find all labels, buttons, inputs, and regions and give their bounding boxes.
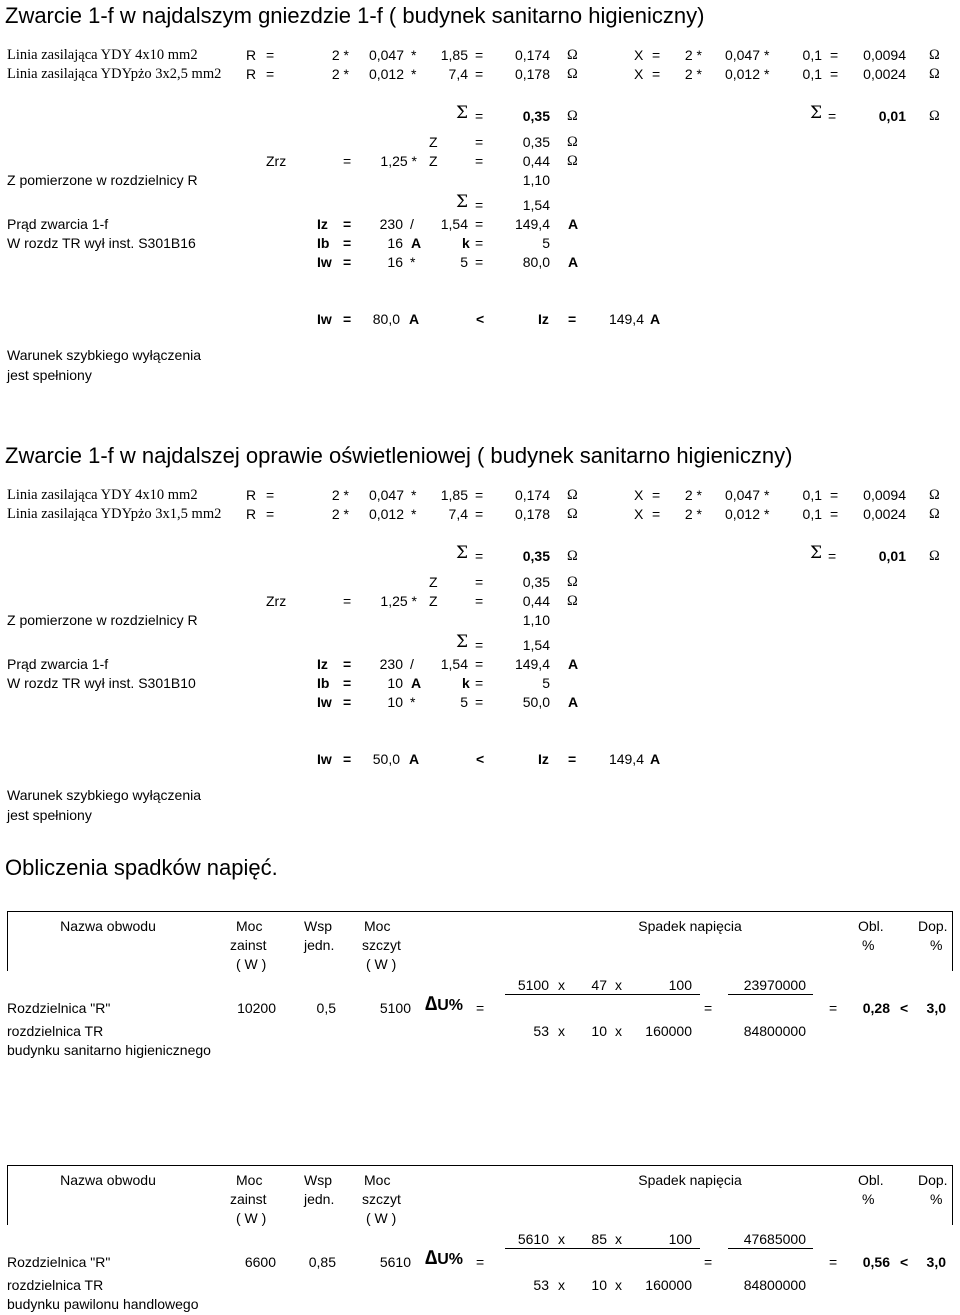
denominator-value: 53 (533, 1277, 549, 1293)
iw-symbol: Iw (317, 254, 332, 270)
operator: x (615, 1277, 622, 1293)
iz-symbol: Iz (317, 656, 328, 672)
delta-u-symbol (425, 1247, 464, 1269)
resistance-value: 0,012 (368, 506, 404, 522)
equals-sign: = (475, 574, 484, 590)
r-result: 0,174 (514, 487, 550, 503)
operator: * (410, 694, 416, 710)
denominator-result: 84800000 (743, 1277, 806, 1293)
operator: x (558, 1277, 565, 1293)
ohm-unit: Ω (567, 487, 578, 503)
equals-sign: = (475, 134, 484, 150)
equals-sign: = (343, 656, 352, 672)
equals-sign: = (266, 66, 275, 82)
numerator-value: 100 (668, 1231, 692, 1247)
operator: / (410, 656, 414, 672)
col-header-peak: Moc (364, 918, 391, 934)
calculated-drop: 0,28 (862, 1000, 890, 1016)
sum-x-value: 0,01 (878, 548, 906, 564)
r-result: 0,178 (514, 506, 550, 522)
equals-sign: = (475, 254, 484, 270)
less-than-sign: < (900, 1000, 909, 1016)
equals-sign: = (475, 593, 484, 609)
multiplier: 2 * (684, 506, 702, 522)
demand-factor: 0,85 (308, 1254, 336, 1270)
amp-unit: A (411, 235, 422, 251)
reactance-value: 0,047 (724, 47, 760, 63)
equals-sign: = (475, 66, 484, 82)
ohm-unit: Ω (567, 153, 578, 169)
ohm-unit: Ω (567, 47, 578, 63)
zrz-factor: 1,25 * (380, 153, 417, 169)
x-symbol: X (634, 487, 644, 503)
numerator-result: 47685000 (743, 1231, 806, 1247)
ohm-unit: Ω (929, 47, 940, 63)
equals-sign: = (343, 675, 352, 691)
z-value: 0,35 (522, 134, 550, 150)
equals-sign: = (266, 47, 275, 63)
operator: x (615, 977, 622, 993)
line-label: Linia zasilająca YDY 4x10 mm2 (7, 47, 198, 63)
equals-sign: = (475, 548, 484, 564)
circuit-subtitle: budynku sanitarno higienicznego (7, 1042, 211, 1058)
col-header-peak: szczyt (362, 937, 401, 953)
col-header-calc: % (862, 937, 875, 953)
k-value: 5 (460, 254, 468, 270)
equals-sign: = (475, 47, 484, 63)
length-value: 0,1 (802, 66, 822, 82)
sum-x-value: 0,01 (878, 108, 906, 124)
amp-unit: A (568, 656, 579, 672)
equals-sign: = (475, 637, 484, 653)
multiplier: 2 * (684, 66, 702, 82)
operator: * (411, 487, 417, 503)
z-symbol: Z (429, 134, 438, 150)
voltage-value: 230 (379, 216, 403, 232)
k-symbol: k (462, 675, 470, 691)
sigma-icon: Σ (810, 543, 823, 563)
denominator-value: 53 (533, 1023, 549, 1039)
less-than-sign: < (900, 1254, 909, 1270)
ohm-unit: Ω (567, 134, 578, 150)
amp-unit: A (409, 311, 420, 327)
line-label: Linia zasilająca YDY 4x10 mm2 (7, 487, 198, 503)
equals-sign: = (568, 311, 577, 327)
equals-sign: = (652, 506, 661, 522)
zrz-label: Zrz (266, 593, 287, 609)
iw-base: 16 (387, 254, 403, 270)
x-symbol: X (634, 47, 644, 63)
equals-sign: = (475, 506, 484, 522)
equals-sign: = (704, 1254, 713, 1270)
condition-result: Warunek szybkiego wyłączenia (7, 347, 202, 363)
zrz-value: 0,44 (522, 153, 550, 169)
iz-symbol: Iz (538, 751, 549, 767)
iz-symbol: Iz (317, 216, 328, 232)
r-symbol: R (246, 506, 257, 522)
equals-sign: = (830, 47, 839, 63)
ohm-unit: Ω (929, 548, 940, 564)
x-symbol: X (634, 66, 644, 82)
z-symbol: Z (429, 153, 438, 169)
demand-factor: 0,5 (316, 1000, 336, 1016)
length-value: 7,4 (448, 66, 468, 82)
col-header-factor: jedn. (304, 1191, 335, 1207)
breaker-label: W rozdz TR wył inst. S301B10 (7, 675, 196, 691)
iw-value: 80,0 (522, 254, 550, 270)
reactance-value: 0,047 (724, 487, 760, 503)
col-header-calc: Obl. (858, 1172, 884, 1188)
less-than-sign: < (476, 311, 485, 327)
operator: * (764, 506, 770, 522)
operator: / (410, 216, 414, 232)
col-header-allowed: % (930, 1191, 943, 1207)
ohm-unit: Ω (929, 487, 940, 503)
equals-sign: = (829, 1254, 838, 1270)
length-value: 1,85 (440, 47, 468, 63)
equals-sign: = (343, 751, 352, 767)
k-value: 5 (460, 694, 468, 710)
reactance-value: 0,012 (724, 506, 760, 522)
breaker-label: W rozdz TR wył inst. S301B16 (7, 235, 196, 251)
allowed-drop: 3,0 (926, 1000, 946, 1016)
equals-sign: = (475, 216, 484, 232)
circuit-subtitle: rozdzielnica TR (7, 1277, 104, 1293)
iw-symbol: Iw (317, 694, 332, 710)
multiplier: 2 * (684, 47, 702, 63)
x-result: 0,0024 (863, 66, 906, 82)
length-value: 0,1 (802, 506, 822, 522)
col-header-peak: szczyt (362, 1191, 401, 1207)
delta-u-symbol (425, 993, 464, 1015)
col-header-power: ( W ) (236, 1210, 267, 1226)
operator: x (615, 1231, 622, 1247)
k-value: 5 (542, 675, 550, 691)
zrz-factor: 1,25 * (380, 593, 417, 609)
ohm-unit: Ω (567, 548, 578, 564)
equals-sign: = (475, 675, 484, 691)
operator: x (615, 1023, 622, 1039)
col-header-power: Moc (236, 918, 263, 934)
less-than-sign: < (476, 751, 485, 767)
fraction-bar (505, 1248, 700, 1249)
iw-symbol: Iw (317, 311, 332, 327)
col-header-factor: Wsp (304, 1172, 332, 1188)
iz-value: 149,4 (608, 751, 644, 767)
multiplier: 2 * (331, 66, 349, 82)
reactance-value: 0,012 (724, 66, 760, 82)
multiplier: 2 * (331, 506, 349, 522)
numerator-value: 85 (591, 1231, 607, 1247)
length-value: 7,4 (448, 506, 468, 522)
resistance-value: 0,047 (368, 487, 404, 503)
sigma-icon: Σ (456, 632, 469, 652)
impedance-value: 1,54 (440, 656, 468, 672)
equals-sign: = (475, 108, 484, 124)
iz-value: 149,4 (514, 656, 550, 672)
numerator-value: 100 (668, 977, 692, 993)
iw-value: 50,0 (372, 751, 400, 767)
fault-current-label: Prąd zwarcia 1-f (7, 216, 109, 232)
col-header-power: zainst (230, 1191, 267, 1207)
ohm-unit: Ω (567, 506, 578, 522)
operator: x (558, 1023, 565, 1039)
length-value: 1,85 (440, 487, 468, 503)
equals-sign: = (828, 548, 837, 564)
numerator-result: 23970000 (743, 977, 806, 993)
section-title: Zwarcie 1-f w najdalszej oprawie oświetleniowej ( budynek sanitarno higieniczny) (5, 443, 793, 468)
ib-value: 10 (387, 675, 403, 691)
numerator-value: 5100 (517, 977, 549, 993)
sum-r-value: 0,35 (522, 548, 550, 564)
r-result: 0,178 (514, 66, 550, 82)
operator: x (558, 1231, 565, 1247)
col-header-name: Nazwa obwodu (60, 1172, 156, 1188)
equals-sign: = (476, 1000, 485, 1016)
length-value: 0,1 (802, 487, 822, 503)
equals-sign: = (652, 487, 661, 503)
fault-current-label: Prąd zwarcia 1-f (7, 656, 109, 672)
impedance-value: 1,54 (440, 216, 468, 232)
equals-sign: = (476, 1254, 485, 1270)
equals-sign: = (343, 311, 352, 327)
fraction-bar (728, 1248, 813, 1249)
sum-z-value: 1,54 (522, 197, 550, 213)
voltage-section-title: Obliczenia spadków napięć. (5, 855, 278, 880)
equals-sign: = (343, 153, 352, 169)
equals-sign: = (704, 1000, 713, 1016)
zrz-value: 0,44 (522, 593, 550, 609)
iz-symbol: Iz (538, 311, 549, 327)
ib-value: 16 (387, 235, 403, 251)
equals-sign: = (652, 66, 661, 82)
allowed-drop: 3,0 (926, 1254, 946, 1270)
amp-unit: A (568, 254, 579, 270)
iw-base: 10 (387, 694, 403, 710)
denominator-value: 160000 (645, 1023, 692, 1039)
r-symbol: R (246, 487, 257, 503)
multiplier: 2 * (331, 487, 349, 503)
operator: * (411, 506, 417, 522)
col-header-power: Moc (236, 1172, 263, 1188)
col-header-peak: ( W ) (366, 956, 397, 972)
equals-sign: = (830, 506, 839, 522)
measured-z-value: 1,10 (522, 612, 550, 628)
numerator-value: 47 (591, 977, 607, 993)
measured-z-label: Z pomierzone w rozdzielnicy R (7, 612, 198, 628)
resistance-value: 0,047 (368, 47, 404, 63)
equals-sign: = (475, 153, 484, 169)
equals-sign: = (568, 751, 577, 767)
ohm-unit: Ω (929, 66, 940, 82)
equals-sign: = (475, 487, 484, 503)
sigma-icon: Σ (456, 192, 469, 212)
amp-unit: A (650, 751, 661, 767)
peak-power: 5100 (379, 1000, 411, 1016)
operator: * (764, 487, 770, 503)
condition-result: jest spełniony (7, 367, 92, 383)
k-value: 5 (542, 235, 550, 251)
condition-result: jest spełniony (7, 807, 92, 823)
numerator-value: 5610 (517, 1231, 549, 1247)
equals-sign: = (475, 235, 484, 251)
ohm-unit: Ω (567, 593, 578, 609)
circuit-subtitle: budynku pawilonu handlowego (7, 1296, 199, 1312)
installed-power: 6600 (244, 1254, 276, 1270)
col-header-factor: Wsp (304, 918, 332, 934)
x-result: 0,0094 (863, 487, 906, 503)
iz-value: 149,4 (514, 216, 550, 232)
measured-z-value: 1,10 (522, 172, 550, 188)
delta-icon: ∆ (425, 993, 438, 1015)
col-header-peak: Moc (364, 1172, 391, 1188)
amp-unit: A (650, 311, 661, 327)
multiplier: 2 * (684, 487, 702, 503)
equals-sign: = (343, 694, 352, 710)
x-result: 0,0024 (863, 506, 906, 522)
length-value: 0,1 (802, 47, 822, 63)
sigma-icon: Σ (810, 103, 823, 123)
col-header-power: zainst (230, 937, 267, 953)
voltage-value: 230 (379, 656, 403, 672)
amp-unit: A (409, 751, 420, 767)
denominator-value: 10 (591, 1277, 607, 1293)
col-header-drop: Spadek napięcia (638, 1172, 742, 1188)
delta-u-label: U% (437, 1251, 464, 1268)
ohm-unit: Ω (567, 66, 578, 82)
equals-sign: = (652, 47, 661, 63)
r-result: 0,174 (514, 47, 550, 63)
col-header-factor: jedn. (304, 937, 335, 953)
sum-z-value: 1,54 (522, 637, 550, 653)
section-title: Zwarcie 1-f w najdalszym gniezdzie 1-f ( budynek sanitarno higieniczny) (5, 3, 705, 28)
col-header-calc: Obl. (858, 918, 884, 934)
operator: * (764, 47, 770, 63)
iw-value: 50,0 (522, 694, 550, 710)
col-header-allowed: Dop. (918, 918, 948, 934)
line-label: Linia zasilająca YDYpżo 3x2,5 mm2 (7, 66, 222, 82)
circuit-name: Rozdzielnica "R" (7, 1254, 111, 1270)
delta-icon: ∆ (425, 1247, 438, 1269)
amp-unit: A (568, 694, 579, 710)
z-symbol: Z (429, 593, 438, 609)
col-header-power: ( W ) (236, 956, 267, 972)
equals-sign: = (475, 656, 484, 672)
resistance-value: 0,012 (368, 66, 404, 82)
equals-sign: = (830, 66, 839, 82)
equals-sign: = (266, 506, 275, 522)
x-result: 0,0094 (863, 47, 906, 63)
equals-sign: = (829, 1000, 838, 1016)
denominator-value: 10 (591, 1023, 607, 1039)
r-symbol: R (246, 66, 257, 82)
iw-value: 80,0 (372, 311, 400, 327)
amp-unit: A (568, 216, 579, 232)
iz-value: 149,4 (608, 311, 644, 327)
denominator-result: 84800000 (743, 1023, 806, 1039)
condition-result: Warunek szybkiego wyłączenia (7, 787, 202, 803)
amp-unit: A (411, 675, 422, 691)
equals-sign: = (343, 593, 352, 609)
equals-sign: = (266, 487, 275, 503)
col-header-drop: Spadek napięcia (638, 918, 742, 934)
operator: * (411, 47, 417, 63)
multiplier: 2 * (331, 47, 349, 63)
circuit-name: Rozdzielnica "R" (7, 1000, 111, 1016)
col-header-calc: % (862, 1191, 875, 1207)
col-header-peak: ( W ) (366, 1210, 397, 1226)
equals-sign: = (343, 254, 352, 270)
sum-r-value: 0,35 (522, 108, 550, 124)
fraction-bar (728, 994, 813, 995)
ohm-unit: Ω (567, 574, 578, 590)
fraction-bar (505, 994, 700, 995)
measured-z-label: Z pomierzone w rozdzielnicy R (7, 172, 198, 188)
r-symbol: R (246, 47, 257, 63)
equals-sign: = (475, 694, 484, 710)
circuit-subtitle: rozdzielnica TR (7, 1023, 104, 1039)
iw-symbol: Iw (317, 751, 332, 767)
equals-sign: = (830, 487, 839, 503)
line-label: Linia zasilająca YDYpżo 3x1,5 mm2 (7, 506, 222, 522)
col-header-name: Nazwa obwodu (60, 918, 156, 934)
zrz-label: Zrz (266, 153, 287, 169)
ohm-unit: Ω (929, 108, 940, 124)
operator: * (411, 66, 417, 82)
equals-sign: = (828, 108, 837, 124)
operator: * (764, 66, 770, 82)
ohm-unit: Ω (567, 108, 578, 124)
calculated-drop: 0,56 (862, 1254, 890, 1270)
delta-u-label: U% (437, 997, 464, 1014)
denominator-value: 160000 (645, 1277, 692, 1293)
sigma-icon: Σ (456, 543, 469, 563)
sigma-icon: Σ (456, 103, 469, 123)
col-header-allowed: Dop. (918, 1172, 948, 1188)
operator: * (410, 254, 416, 270)
ib-symbol: Ib (317, 235, 330, 251)
col-header-allowed: % (930, 937, 943, 953)
equals-sign: = (343, 216, 352, 232)
operator: x (558, 977, 565, 993)
installed-power: 10200 (237, 1000, 276, 1016)
equals-sign: = (343, 235, 352, 251)
z-symbol: Z (429, 574, 438, 590)
equals-sign: = (475, 197, 484, 213)
ib-symbol: Ib (317, 675, 330, 691)
ohm-unit: Ω (929, 506, 940, 522)
peak-power: 5610 (379, 1254, 411, 1270)
x-symbol: X (634, 506, 644, 522)
z-value: 0,35 (522, 574, 550, 590)
k-symbol: k (462, 235, 470, 251)
